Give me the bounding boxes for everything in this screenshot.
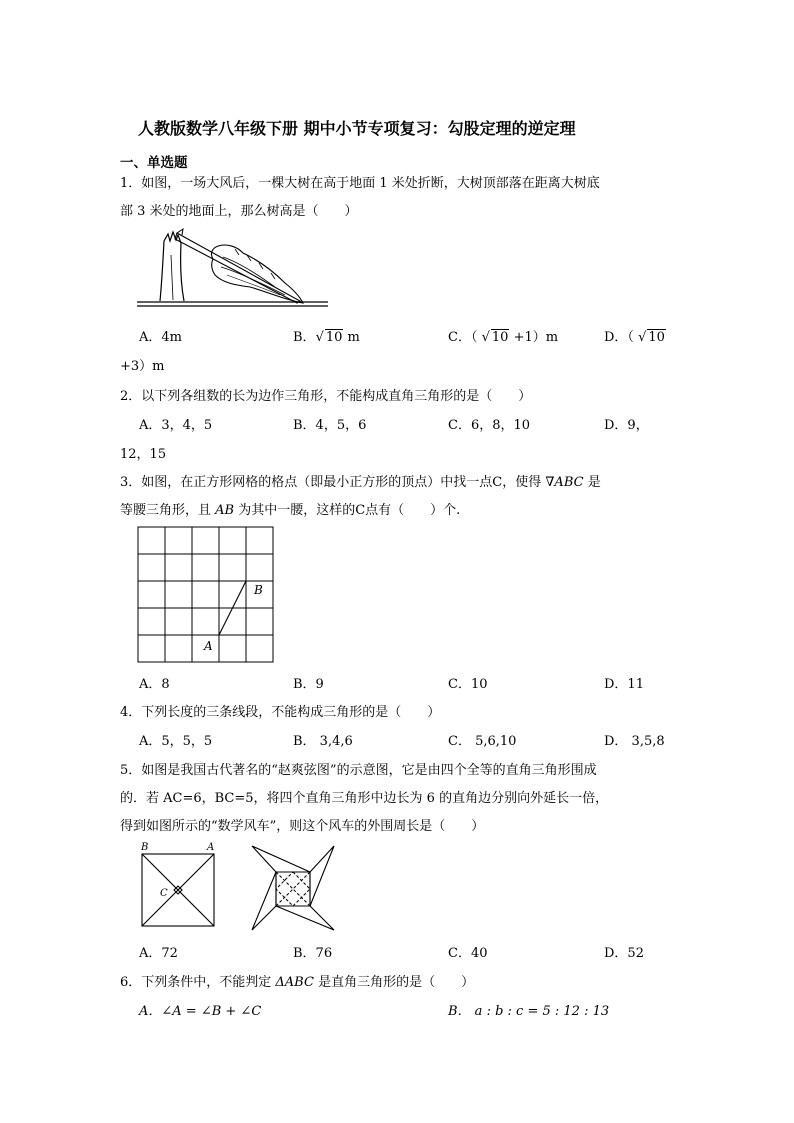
question-1-line-1: 1．如图，一场大风后，一棵大树在高于地面 1 米处折断，大树顶部落在距离大树底 — [120, 176, 600, 191]
question-1-option-c: C．（ √ 10 +1）m — [448, 330, 559, 345]
question-5-line-2: 的．若 AC=6，BC=5，将四个直角三角形中边长为 6 的直角边分别向外延长一倍， — [120, 791, 609, 806]
question-5-windmill-figure — [248, 842, 338, 934]
question-2-line-1: 2．以下列各组数的长为边作三角形，不能构成直角三角形的是（ ） — [120, 389, 532, 404]
question-2-option-d-wrap: 12，15 — [120, 447, 167, 462]
question-2-option-a: A．3，4，5 — [139, 418, 213, 433]
question-5-option-a: A．72 — [139, 946, 178, 961]
grid-label-b: B — [254, 583, 263, 597]
question-1-option-a: A．4m — [139, 330, 182, 345]
question-4-option-b: B． 3,4,6 — [293, 734, 353, 749]
question-5-option-d: D．52 — [604, 946, 644, 961]
question-5-line-1: 5．如图是我国古代著名的“赵爽弦图”的示意图，它是由四个全等的直角三角形围成 — [120, 763, 597, 778]
question-6-option-b: B． a : b : c = 5 : 12 : 13 — [448, 1004, 610, 1019]
question-5-option-b: B．76 — [293, 946, 333, 961]
question-6-option-a: A．∠A = ∠B + ∠C — [139, 1004, 262, 1019]
question-1-option-b: B．√ 10 m — [293, 330, 360, 345]
figure-label-a: A — [207, 842, 215, 853]
question-4-line-1: 4．下列长度的三条线段，不能构成三角形的是（ ） — [120, 705, 441, 720]
question-6-line-1: 6．下列条件中，不能判定 ΔABC 是直角三角形的是（ ） — [120, 975, 475, 990]
question-2-option-b: B．4，5，6 — [293, 418, 367, 433]
question-5-zhao-shuang-figure — [140, 852, 216, 928]
question-3-line-2: 等腰三角形，且 AB 为其中一腰，这样的C点有（ ）个. — [120, 503, 461, 518]
question-4-option-a: A．5，5，5 — [139, 734, 213, 749]
question-2-option-d: D．9， — [604, 418, 649, 433]
question-5-option-c: C．40 — [448, 946, 488, 961]
section-heading: 一、单选题 — [120, 155, 188, 171]
question-3-line-1: 3．如图，在正方形网格的格点（即最小正方形的顶点）中找一点C，使得 ∇ABC 是 — [120, 475, 601, 490]
question-1-line-2: 部 3 米处的地面上，那么树高是（ ） — [120, 204, 358, 219]
question-3-option-b: B．9 — [293, 677, 324, 692]
question-3-option-c: C．10 — [448, 677, 488, 692]
question-4-option-d: D． 3,5,8 — [604, 734, 665, 749]
question-5-line-3: 得到如图所示的“数学风车”，则这个风车的外围周长是（ ） — [120, 819, 485, 834]
question-2-option-c: C．6，8，10 — [448, 418, 531, 433]
question-1-option-d-wrap: +3）m — [120, 359, 165, 374]
question-3-option-d: D．11 — [604, 677, 644, 692]
question-1-option-d: D．（ √ 10 — [604, 330, 665, 345]
question-4-option-c: C． 5,6,10 — [448, 734, 517, 749]
question-3-option-a: A．8 — [139, 677, 170, 692]
page-title: 人教版数学八年级下册 期中小节专项复习：勾股定理的逆定理 — [138, 119, 576, 138]
question-1-tree-figure — [135, 225, 330, 315]
figure-label-b: B — [141, 842, 149, 853]
figure-label-c: C — [160, 888, 168, 899]
grid-label-a: A — [204, 639, 213, 653]
